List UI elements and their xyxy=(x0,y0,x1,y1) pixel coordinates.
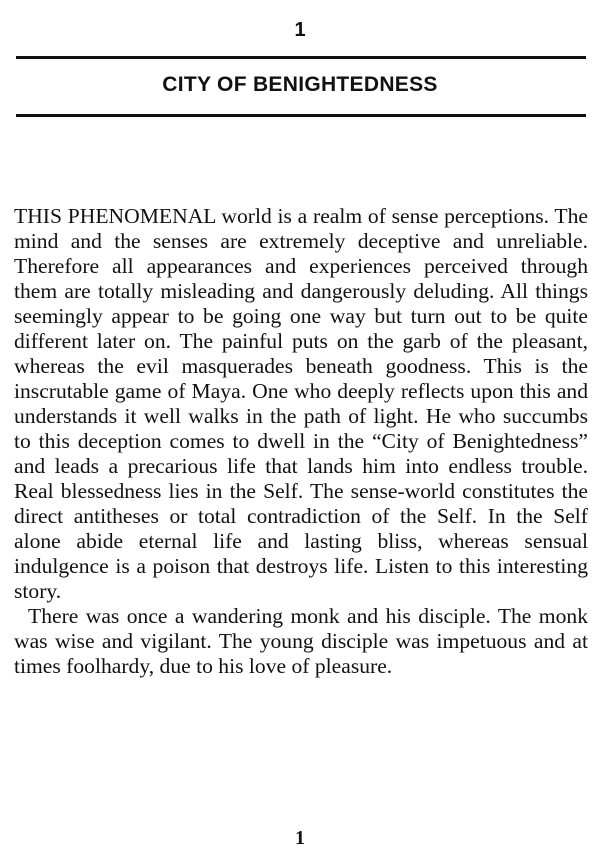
top-rule xyxy=(16,56,586,59)
page-number: 1 xyxy=(295,827,305,849)
body-text xyxy=(14,204,588,679)
paragraph-2: There was once a wandering monk and his disciple. The monk was wise and vigilant. The young disciple was impetuous and at times foolhardy, due to his love of pleasure. xyxy=(14,604,588,678)
paragraph-1: THIS PHENOMENAL world is a realm of sense perceptions. The mind and the senses are extremely deceptive and unreliable. Therefore all appearances and experiences perceived through them are totally misleading and dangerously deluding. All things seemingly appear to be going one way but turn out to be quite different later on. The painful puts on the garb of the pleasant, whereas the evil masquerades beneath goodness. This is the inscrutable game of Maya. One who deeply reflects upon this and understands it well walks in the path of light. He who succumbs to this deception comes to dwell in the “City of Benightedness” and leads a precarious life that lands him into endless trouble. Real blessedness lies in the Self. The sense-world constitutes the direct antitheses or total contradiction of the Self. In the Self alone abide eternal life and lasting bliss, whereas sensual indulgence is a poison that destroys life. Listen to this interesting story. xyxy=(14,204,588,603)
chapter-title: CITY OF BENIGHTEDNESS xyxy=(162,73,438,96)
chapter-number: 1 xyxy=(294,19,306,41)
bottom-rule xyxy=(16,114,586,117)
